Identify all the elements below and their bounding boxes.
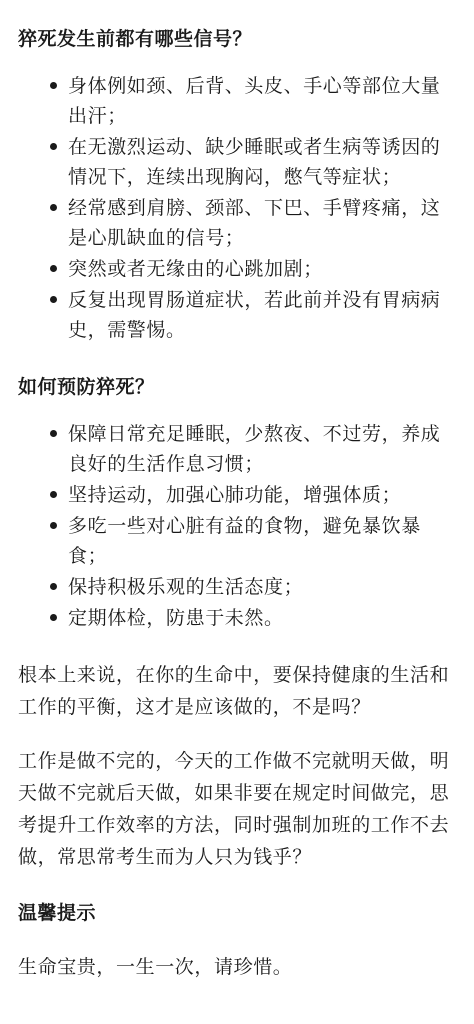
list-item-text: 定期体检，防患于未然。 [68,607,284,629]
section-heading-tip: 温馨提示 [18,902,97,924]
list-item-text: 在无激烈运动、缺少睡眠或者生病等诱因的情况下，连续出现胸闷，憋气等症状； [68,136,441,188]
list-item [18,285,456,345]
list-item-text: 身体例如颈、后背、头皮、手心等部位大量出汗； [68,75,441,127]
list-item [18,603,456,633]
list-item [18,71,456,131]
bullet-icon [50,265,57,272]
tip-text: 生命宝贵，一生一次，请珍惜。 [18,956,293,978]
list-item [18,193,456,253]
bullet-icon [50,583,57,590]
list-item-text: 多吃一些对心脏有益的食物，避免暴饮暴食； [68,515,421,567]
list-item [18,572,456,602]
list-item [18,132,456,192]
list-item-text: 保障日常充足睡眠，少熬夜、不过劳，养成良好的生活作息习惯； [68,423,441,475]
list-item [18,511,456,571]
list-item-text: 坚持运动，加强心肺功能，增强体质； [68,484,402,506]
bullet-icon [50,143,57,150]
list-item-text: 保持积极乐观的生活态度； [68,576,304,598]
section-heading-prevention: 如何预防猝死？ [18,376,155,398]
list-item-text: 突然或者无缘由的心跳加剧； [68,258,323,280]
list-item [18,480,456,510]
section-heading-warning-signs: 猝死发生前都有哪些信号？ [18,28,253,50]
bullet-icon [50,82,57,89]
prevention-list [18,419,456,633]
list-item [18,419,456,479]
list-item-text: 经常感到肩膀、颈部、下巴、手臂疼痛，这是心肌缺血的信号； [68,197,441,249]
bullet-icon [50,296,57,303]
bullet-icon [50,522,57,529]
list-item [18,254,456,284]
bullet-icon [50,491,57,498]
paragraph-work: 工作是做不完的，今天的工作做不完就明天做，明天做不完就后天做，如果非要在规定时间做完，思考提升工作效率的方法，同时强制加班的工作不去做，常思常考生而为人只为钱乎？ [18,750,450,868]
bullet-icon [50,204,57,211]
warning-signs-list [18,71,456,345]
list-item-text: 反复出现胃肠道症状，若此前并没有胃病病史，需警惕。 [68,289,441,341]
paragraph-balance: 根本上来说，在你的生命中，要保持健康的生活和工作的平衡，这才是应该做的，不是吗？ [18,664,450,718]
bullet-icon [50,614,57,621]
bullet-icon [50,430,57,437]
